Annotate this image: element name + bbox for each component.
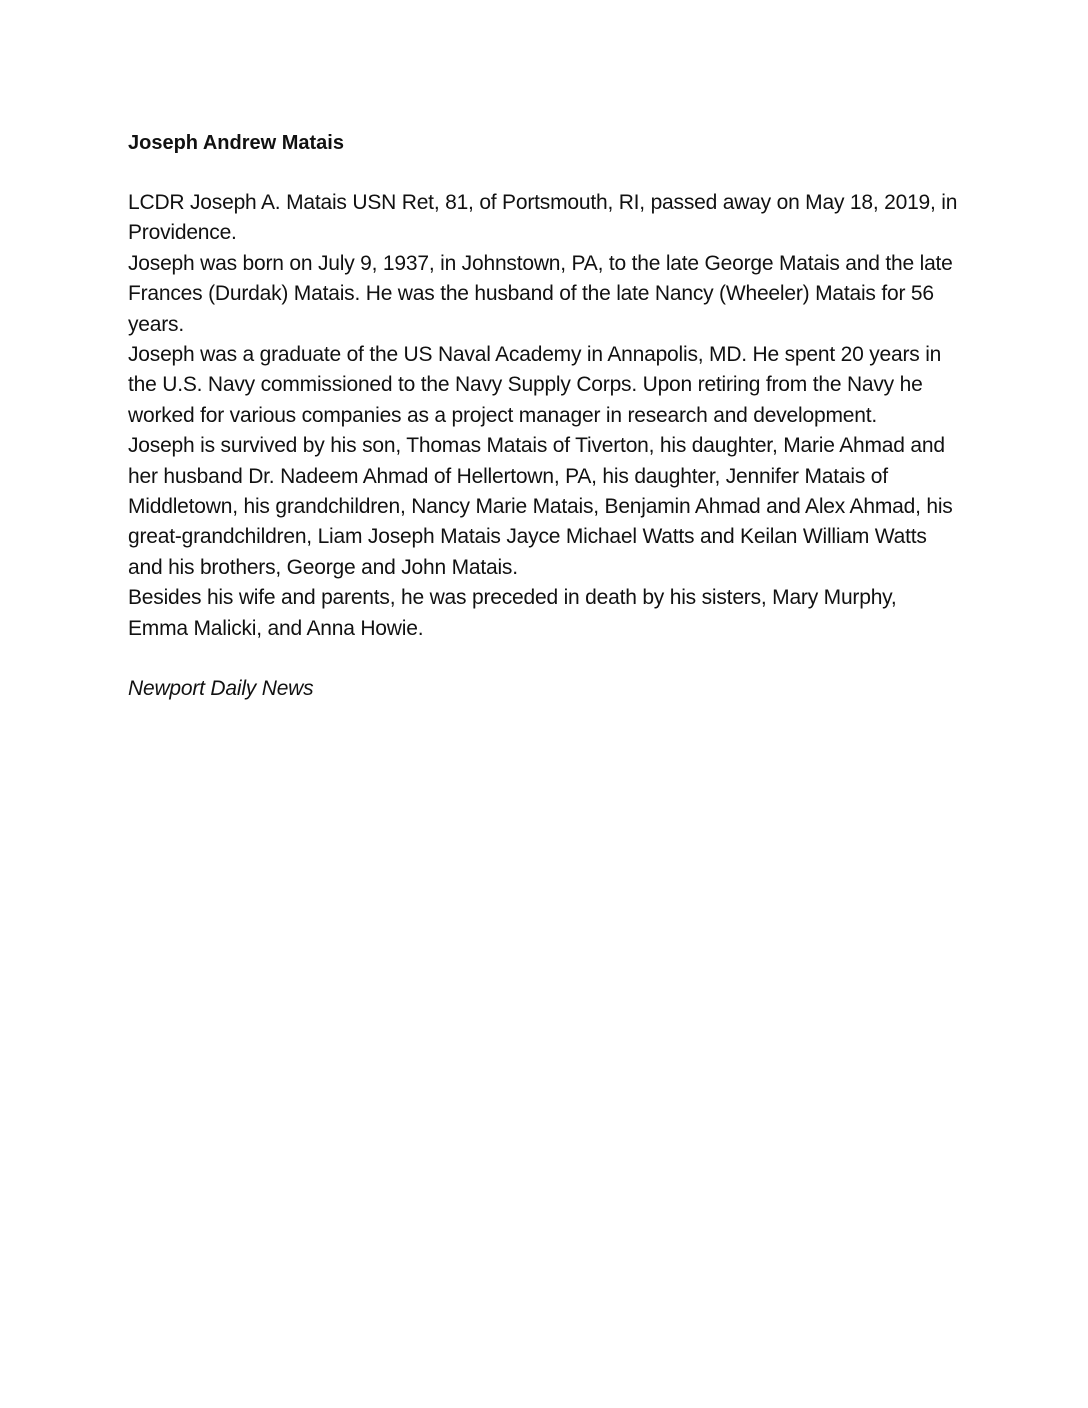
paragraph-predeceased: Besides his wife and parents, he was preceded in death by his sisters, Mary Murphy, Emma Malicki, and Anna Howie. xyxy=(128,586,897,640)
obituary-body xyxy=(128,128,958,704)
source-attribution: Newport Daily News xyxy=(128,677,314,701)
obituary-title: Joseph Andrew Matais xyxy=(128,132,344,154)
paragraph-birth-family: Joseph was born on July 9, 1937, in Johnstown, PA, to the late George Matais and the late Frances (Durdak) Matais. He was the husband of the late Nancy (Wheeler) Matais for 56 years. xyxy=(128,251,953,336)
paragraph-death-notice: LCDR Joseph A. Matais USN Ret, 81, of Portsmouth, RI, passed away on May 18, 2019, in Providence. xyxy=(128,191,958,245)
paragraph-survivors: Joseph is survived by his son, Thomas Matais of Tiverton, his daughter, Marie Ahmad and her husband Dr. Nadeem Ahmad of Hellertown, PA, his daughter, Jennifer Matais of Middletown, his grandchildren, Nancy Marie Matais, Benjamin Ahmad and Alex Ahmad, his great-grandchildren, Liam Joseph Matais Jayce Michael Watts and Keilan William Watts and his brothers, George and John Matais. xyxy=(128,434,953,579)
paragraph-career: Joseph was a graduate of the US Naval Academy in Annapolis, MD. He spent 20 years in the U.S. Navy commissioned to the Navy Supply Corps. Upon retiring from the Navy he worked for various companies as a project manager in research and development. xyxy=(128,343,942,427)
